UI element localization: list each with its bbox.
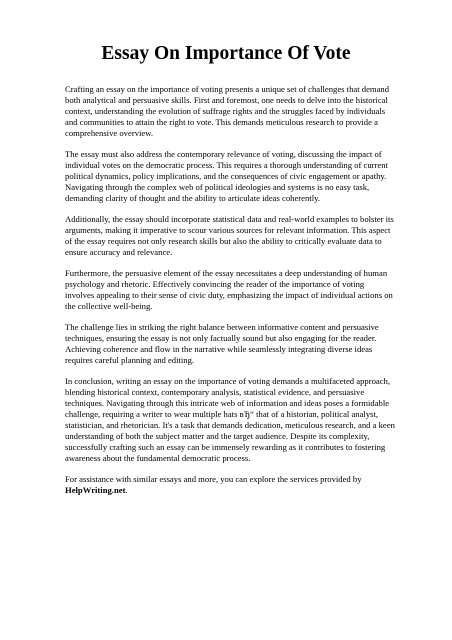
paragraph-statistical-data: Additionally, the essay should incorporate statistical data and real-world examples to bolster its arguments, making it imperative to scour various sources for relevant information. This aspect of the essay requires not only research skills but also the ability to critically evaluate data to ensure accuracy and relevance. xyxy=(65,214,394,257)
paragraph-closing xyxy=(65,474,395,496)
paragraph-conclusion: In conclusion, writing an essay on the importance of voting demands a multifaceted approach, blending historical context, contemporary analysis, statistical evidence, and persuasive techniques. Navigating through this intricate web of information and ideas poses a formidable challenge, requiring a writer to wear multiple hats вЂ“ that of a historian, political analyst, statistician, and rhetorician. It's a task that demands dedication, meticulous research, and a keen understanding of both the subject matter and the target audience. Despite its complexity, successfully crafting such an essay can be immensely rewarding as it contributes to fostering awareness about the fundamental democratic process. xyxy=(65,376,395,463)
paragraph-persuasive-element: Furthermore, the persuasive element of the essay necessitates a deep understanding of human psychology and rhetoric. Effectively convincing the reader of the importance of voting involves appealing to their sense of civic duty, emphasizing the impact of individual actions on the collective well-being. xyxy=(65,268,393,311)
essay-body xyxy=(65,84,395,507)
paragraph-challenge: The challenge lies in striking the right balance between informative content and persuasive techniques, ensuring the essay is not only factually sound but also engaging for the reader. Achieving coherence and flow in the narrative while seamlessly integrating diverse ideas requires careful planning and editing. xyxy=(65,322,379,366)
paragraph-contemporary-relevance: The essay must also address the contemporary relevance of voting, discussing the impact of individual votes on the democratic process. This requires a thorough understanding of current political dynamics, policy implications, and the consequences of civic engagement or apathy. Navigating through the complex web of political ideologies and systems is no easy task, demanding clarity of thought and the ability to articulate ideas coherently. xyxy=(65,149,388,203)
closing-lead-text: For assistance with similar essays and more, you can explore the services provided by xyxy=(65,474,362,485)
helpwriting-link[interactable]: HelpWriting.net xyxy=(65,485,126,496)
closing-period: . xyxy=(125,485,128,496)
paragraph-intro: Crafting an essay on the importance of voting presents a unique set of challenges that demand both analytical and persuasive skills. First and foremost, one needs to delve into the historical context, understanding the evolution of suffrage rights and the struggles faced by individuals and communities to attain the right to vote. This demands meticulous research to provide a comprehensive overview. xyxy=(65,84,390,138)
page-title: Essay On Importance Of Vote xyxy=(101,43,351,64)
